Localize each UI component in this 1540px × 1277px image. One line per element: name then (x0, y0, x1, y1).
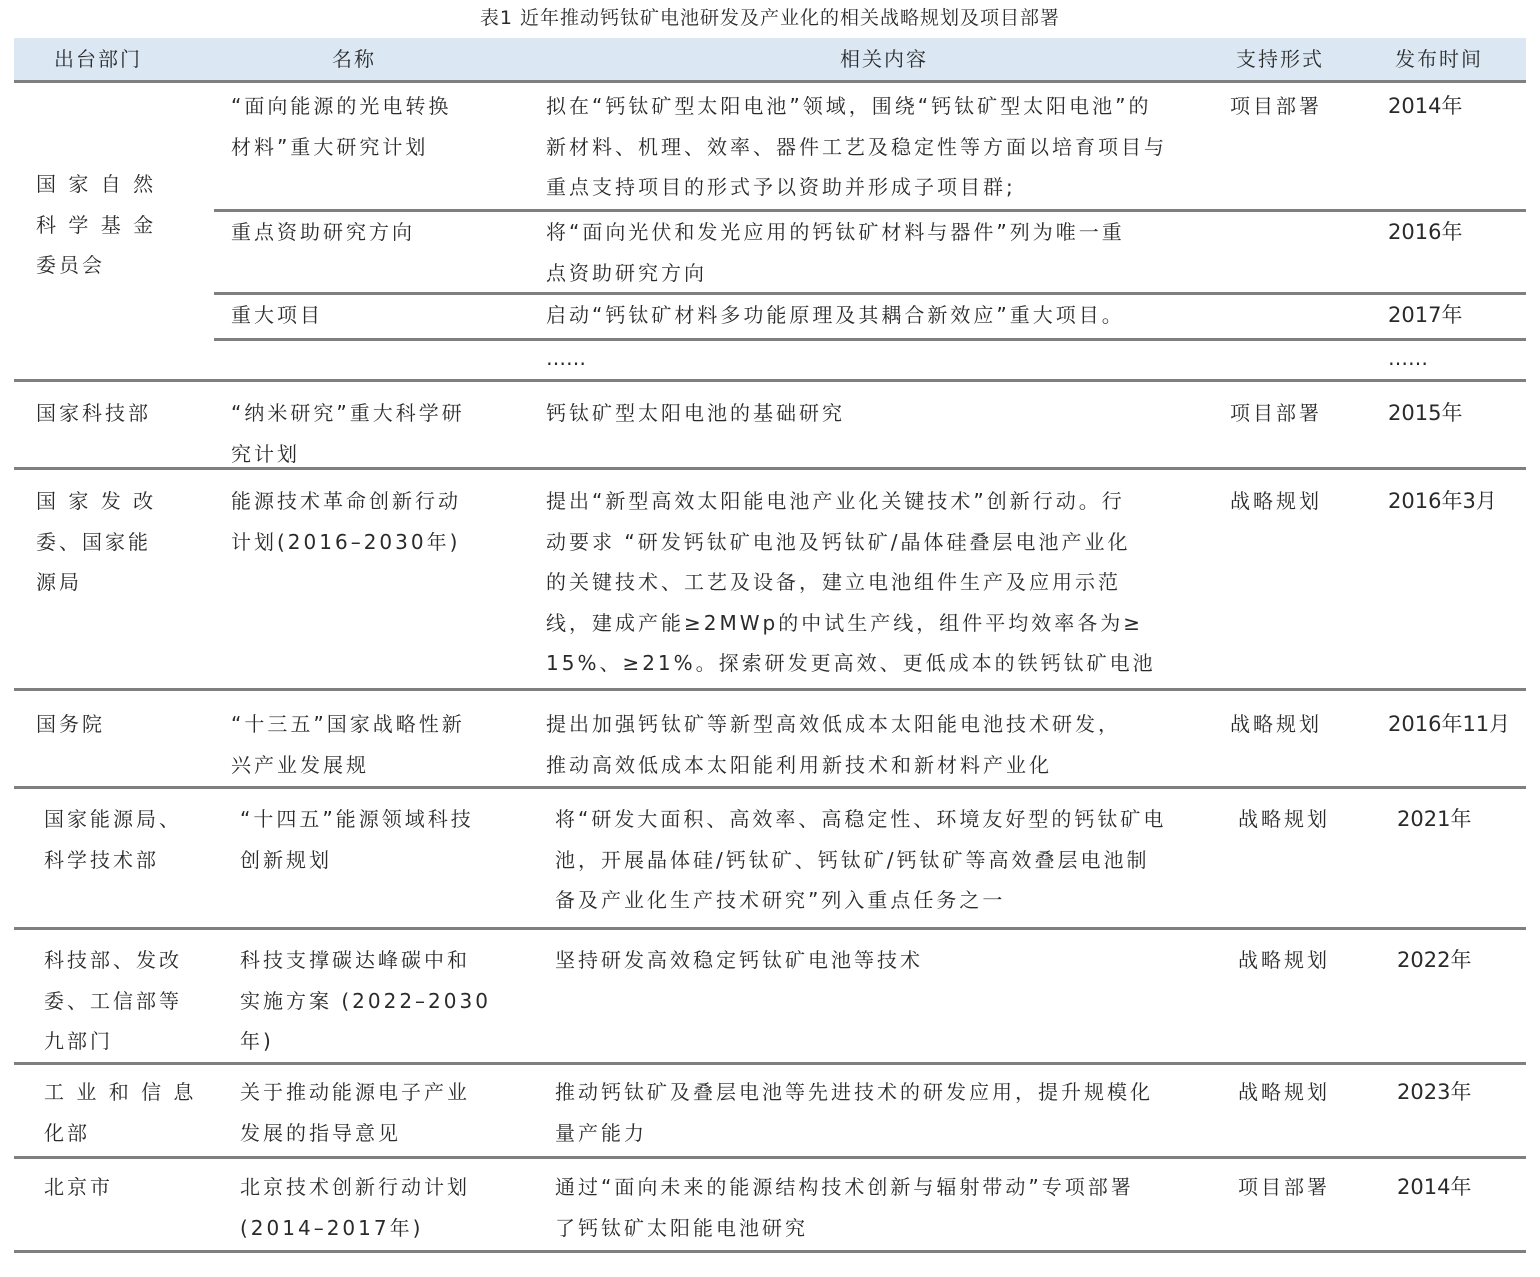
r8-date: 2021年 (1397, 807, 1472, 831)
row-divider (14, 927, 1526, 930)
r7-name: “十三五”国家战略性新 兴产业发展规 (231, 712, 465, 777)
table-bottom-rule (14, 1250, 1526, 1253)
r7-support-form: 战略规划 (1230, 712, 1322, 736)
r1-department: 国 家 自 然 科 学 基 金 委员会 (36, 172, 157, 277)
r10-support-form: 战略规划 (1238, 1080, 1330, 1104)
header-release-date: 发布时间 (1395, 47, 1483, 71)
r10-department: 工 业 和 信 息 化部 (44, 1080, 197, 1145)
r1-content: 拟在“钙钛矿型太阳电池”领域，围绕“钙钛矿型太阳电池”的 新材料、机理、效率、器件工艺及稳定性等方面以培育项目与 重点支持项目的形式予以资助并形成子项目群; (546, 94, 1167, 199)
r2-date: 2016年 (1388, 220, 1463, 244)
r11-date: 2014年 (1397, 1175, 1472, 1199)
row-divider (14, 467, 1526, 470)
table-caption: 表1 近年推动钙钛矿电池研发及产业化的相关战略规划及项目部署 (479, 7, 1061, 29)
r6-date: 2016年3月 (1388, 489, 1497, 513)
header-content: 相关内容 (840, 47, 928, 71)
row-divider (14, 379, 1526, 382)
r11-support-form: 项目部署 (1238, 1175, 1330, 1199)
r6-support-form: 战略规划 (1230, 489, 1322, 513)
r9-date: 2022年 (1397, 948, 1472, 972)
header-support-form: 支持形式 (1236, 47, 1324, 71)
row-divider (14, 1062, 1526, 1065)
r2-name: 重点资助研究方向 (231, 220, 415, 244)
r1-date: 2014年 (1388, 94, 1463, 118)
r7-date: 2016年11月 (1388, 712, 1511, 736)
r3-date: 2017年 (1388, 303, 1463, 327)
r3-content: 启动“钙钛矿材料多功能原理及其耦合新效应”重大项目。 (546, 303, 1125, 327)
r11-department: 北京市 (44, 1175, 113, 1199)
r7-department: 国务院 (36, 712, 105, 736)
r8-support-form: 战略规划 (1238, 807, 1330, 831)
r10-date: 2023年 (1397, 1080, 1472, 1104)
r6-department: 国 家 发 改 委、国家能 源局 (36, 489, 157, 594)
r11-name: 北京技术创新行动计划 (2014–2017年) (240, 1175, 470, 1240)
r8-name: “十四五”能源领域科技 创新规划 (240, 807, 474, 872)
row-divider (214, 338, 1526, 341)
r5-department: 国家科技部 (36, 401, 151, 425)
r4-date-ellipsis: …… (1388, 346, 1428, 370)
r4-content-ellipsis: …… (546, 346, 586, 370)
r3-name: 重大项目 (231, 303, 323, 327)
r6-name: 能源技术革命创新行动 计划(2016–2030年) (231, 489, 461, 554)
r9-support-form: 战略规划 (1238, 948, 1330, 972)
row-divider (14, 786, 1526, 789)
r9-department: 科技部、发改 委、工信部等 九部门 (44, 948, 182, 1053)
r8-content: 将“研发大面积、高效率、高稳定性、环境友好型的钙钛矿电 池，开展晶体硅/钙钛矿、钙钛矿/钙钛矿等高效叠层电池制 备及产业化生产技术研究”列入重点任务之一 (555, 807, 1167, 912)
r10-content: 推动钙钛矿及叠层电池等先进技术的研发应用，提升规模化 量产能力 (555, 1080, 1153, 1145)
r5-name: “纳米研究”重大科学研 究计划 (231, 401, 465, 466)
r8-department: 国家能源局、 科学技术部 (44, 807, 182, 872)
r1-support-form: 项目部署 (1230, 94, 1322, 118)
row-divider (14, 1156, 1526, 1159)
r5-support-form: 项目部署 (1230, 401, 1322, 425)
r5-date: 2015年 (1388, 401, 1463, 425)
r5-content: 钙钛矿型太阳电池的基础研究 (546, 401, 845, 425)
table-header (14, 38, 1526, 83)
row-divider (14, 688, 1526, 691)
r2-content: 将“面向光伏和发光应用的钙钛矿材料与器件”列为唯一重 点资助研究方向 (546, 220, 1125, 285)
r10-name: 关于推动能源电子产业 发展的指导意见 (240, 1080, 470, 1145)
r11-content: 通过“面向未来的能源结构技术创新与辐射带动”专项部署 了钙钛矿太阳能电池研究 (555, 1175, 1134, 1240)
r1-name: “面向能源的光电转换 材料”重大研究计划 (231, 94, 452, 159)
r7-content: 提出加强钙钛矿等新型高效低成本太阳能电池技术研发， 推动高效低成本太阳能利用新技术和新材料产业化 (546, 712, 1121, 777)
header-name: 名称 (332, 47, 376, 71)
r9-name: 科技支撑碳达峰碳中和 实施方案 (2022–2030 年) (240, 948, 491, 1053)
r9-content: 坚持研发高效稳定钙钛矿电池等技术 (555, 948, 923, 972)
header-department: 出台部门 (54, 47, 142, 71)
r6-content: 提出“新型高效太阳能电池产业化关键技术”创新行动。行 动要求 “研发钙钛矿电池及钙钛矿/晶体硅叠层电池产业化 的关键技术、工艺及设备，建立电池组件生产及应用示范 线，建成产能≥2MWp的中试生产线，组件平均效率各为≥ 15%、≥21%。探索研发更高效、更低成本的铁钙钛矿电池 (546, 489, 1156, 675)
